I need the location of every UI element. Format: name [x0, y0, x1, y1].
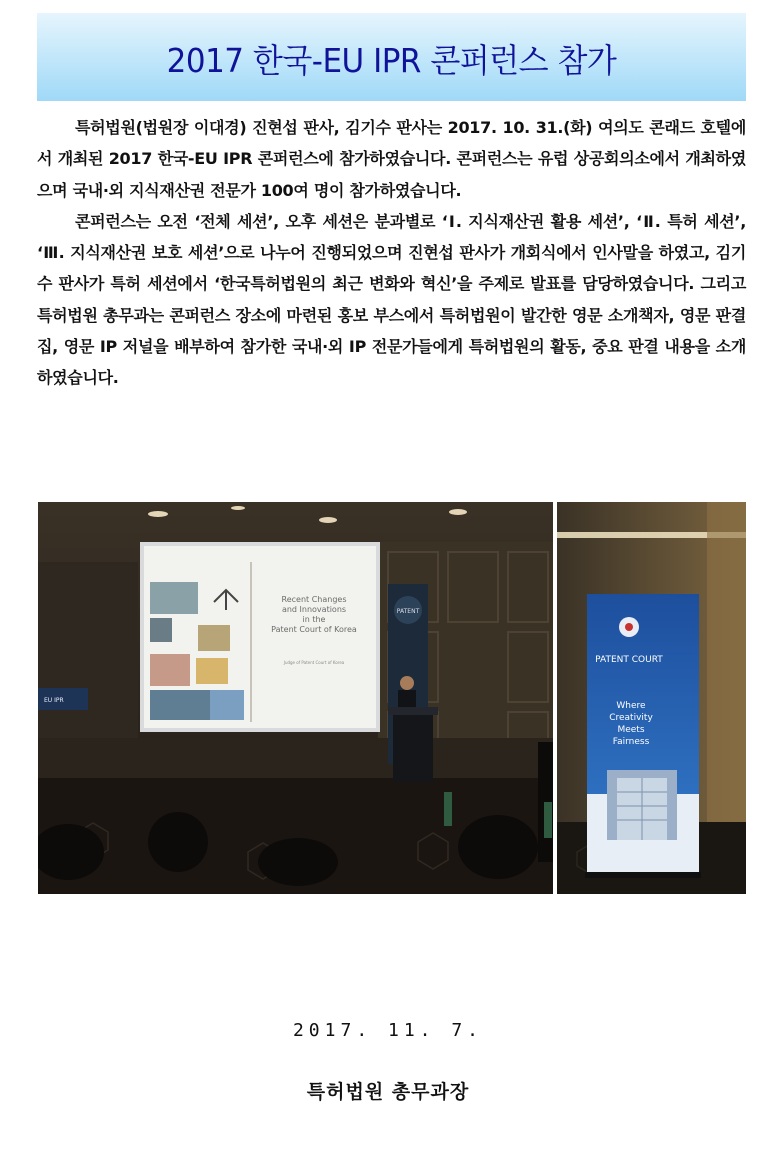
svg-text:Meets: Meets	[617, 725, 645, 735]
svg-text:Creativity: Creativity	[609, 713, 653, 723]
svg-text:Patent Court of Korea: Patent Court of Korea	[271, 625, 357, 634]
document-date: 2017. 11. 7.	[292, 1020, 484, 1041]
paragraph-2: 콘퍼런스는 오전 ‘전체 세션’, 오후 세션은 분과별로 ‘Ⅰ. 지식재산권 활용 세션’, ‘Ⅱ. 특허 세션’, ‘Ⅲ. 지식재산권 보호 세션’으로 나누어 진행되었으며 진현섭 판사가 개회식에서 인사말을 하였고, 김기수 판사가 특허 세션에서 ‘한국특허법원의 최근 변화와 혁신’을 주제로 발표를 담당하였습니다. 그리고 특허법원 총무과는 콘퍼런스 장소에 마련된 홍보 부스에서 특허법원이 발간한 영문 소개책자, 영문 판결집, 영문 IP 저널을 배부하여 참가한 국내·외 IP 전문가들에게 특허법원의 활동, 중요 판결 내용을 소개하였습니다.	[37, 211, 746, 388]
banner-org: PATENT COURT	[595, 655, 663, 665]
banner-slogan: Where	[616, 701, 646, 711]
banner-photo	[557, 502, 746, 894]
backdrop-text: PATENT	[396, 608, 420, 615]
page-title: 2017 한국-EU IPR 콘퍼런스 참가	[166, 41, 617, 80]
svg-text:Judge of Patent Court of Korea: Judge of Patent Court of Korea	[283, 660, 345, 665]
conference-photo	[38, 502, 553, 894]
svg-text:in the: in the	[302, 615, 326, 624]
banner-text: EU IPR	[44, 697, 64, 704]
slide-title: Recent Changes	[281, 595, 347, 604]
title-banner	[37, 13, 746, 101]
svg-text:and Innovations: and Innovations	[281, 605, 347, 614]
paragraph-1: 특허법원(법원장 이대경) 진현섭 판사, 김기수 판사는 2017. 10. 31.(화) 여의도 콘래드 호텔에서 개최된 2017 한국-EU IPR 콘퍼런스에 참가하였습니다. 콘퍼런스는 유럽 상공회의소에서 개최하였으며 국내·외 지식재산권 전문가 100여 명이 참가하였습니다.	[37, 118, 746, 200]
article-body	[37, 112, 746, 394]
signature: 특허법원 총무과장	[306, 1081, 470, 1103]
svg-text:Fairness: Fairness	[612, 737, 650, 747]
